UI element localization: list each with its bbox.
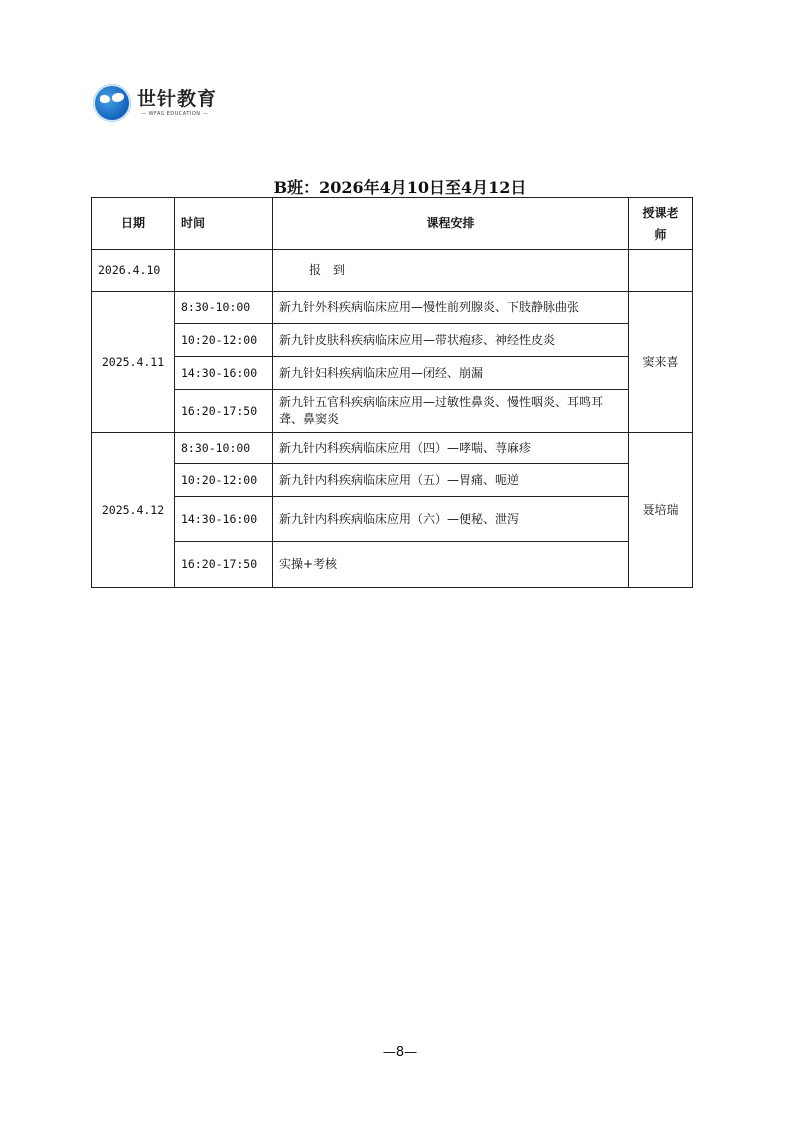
table-header-row (92, 198, 693, 250)
cell-teacher (629, 250, 693, 292)
cell-date: 2026.4.10 (92, 250, 175, 292)
cell-time: 10:20-12:00 (175, 324, 273, 357)
table-row (92, 390, 693, 433)
logo (93, 84, 217, 122)
page-number: —8— (382, 1045, 418, 1060)
cell-course: 新九针五官科疾病临床应用—过敏性鼻炎、慢性咽炎、耳鸣耳聋、鼻窦炎 (273, 390, 629, 433)
logo-text-en: — WFAS EDUCATION — (141, 111, 209, 117)
cell-date: 2025.4.12 (92, 433, 175, 588)
cell-time: 8:30-10:00 (175, 292, 273, 324)
page-title: B班：2026年4月10日至4月12日 (273, 178, 527, 197)
cell-time: 14:30-16:00 (175, 357, 273, 390)
cell-teacher: 窦来喜 (629, 292, 693, 433)
cell-time: 16:20-17:50 (175, 542, 273, 588)
schedule-table (91, 197, 693, 588)
column-header-date: 日期 (92, 198, 175, 250)
cell-date: 2025.4.11 (92, 292, 175, 433)
table-row (92, 497, 693, 542)
cell-course: 新九针皮肤科疾病临床应用—带状疱疹、神经性皮炎 (273, 324, 629, 357)
cell-course: 实操+考核 (273, 542, 629, 588)
cell-course: 新九针内科疾病临床应用（六）—便秘、泄泻 (273, 497, 629, 542)
column-header-teacher: 授课老师 (629, 198, 693, 250)
cell-time: 8:30-10:00 (175, 433, 273, 464)
cell-time: 10:20-12:00 (175, 464, 273, 497)
table-row (92, 250, 693, 292)
cell-time: 16:20-17:50 (175, 390, 273, 433)
globe-icon (93, 84, 131, 122)
table-row (92, 292, 693, 324)
column-header-time: 时间 (175, 198, 273, 250)
cell-time (175, 250, 273, 292)
cell-course: 新九针内科疾病临床应用（四）—哮喘、荨麻疹 (273, 433, 629, 464)
cell-course: 报 到 (273, 250, 629, 292)
cell-teacher: 聂培瑞 (629, 433, 693, 588)
table-row (92, 433, 693, 464)
cell-course: 新九针外科疾病临床应用—慢性前列腺炎、下肢静脉曲张 (273, 292, 629, 324)
table-row (92, 357, 693, 390)
cell-time: 14:30-16:00 (175, 497, 273, 542)
column-header-course: 课程安排 (273, 198, 629, 250)
table-row (92, 542, 693, 588)
cell-course: 新九针内科疾病临床应用（五）—胃痛、呃逆 (273, 464, 629, 497)
table-row (92, 324, 693, 357)
cell-course: 新九针妇科疾病临床应用—闭经、崩漏 (273, 357, 629, 390)
table-row (92, 464, 693, 497)
logo-text-cn: 世针教育 (137, 88, 218, 110)
